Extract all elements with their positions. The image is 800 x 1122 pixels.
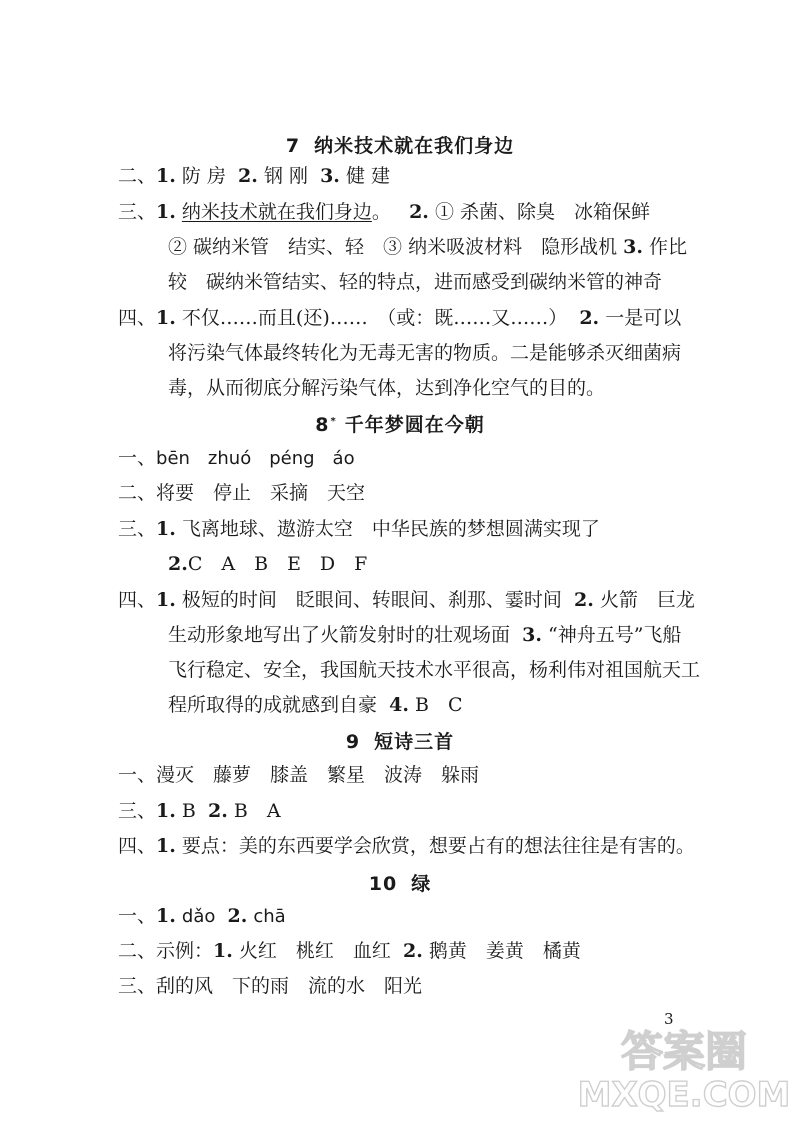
pinyin-answer: bēn zhuó péng áo	[156, 448, 355, 469]
item-number: 1.	[156, 165, 176, 187]
item-number: 2.	[238, 165, 258, 187]
item-number: 4.	[389, 694, 409, 716]
answer-text: 毒，从而彻底分解污染气体，达到净化空气的目的。	[168, 377, 606, 399]
section-number: 9	[345, 731, 361, 753]
section-number: 10	[368, 873, 398, 895]
answer-text: 生动形象地写出了火箭发射时的壮观场面	[168, 624, 511, 646]
underlined-answer: 纳米技术就在我们身边	[181, 201, 372, 223]
part-label: 二、	[118, 482, 157, 504]
answer-line	[168, 236, 738, 258]
item-number: 2.	[227, 905, 248, 927]
answer-text: B	[181, 800, 196, 822]
answer-line	[168, 342, 738, 364]
answer-line	[118, 940, 688, 962]
answer-line	[118, 975, 688, 997]
pinyin-answer: dǎo	[181, 906, 216, 927]
part-label: 四、	[118, 307, 157, 329]
item-number: 1.	[156, 905, 176, 927]
item-number: 1.	[156, 800, 176, 822]
answer-text: 刮的风 下的雨 流的水 阳光	[156, 975, 423, 997]
section-title-text: 千年梦圆在今朝	[344, 414, 485, 436]
item-number: 2.	[409, 201, 429, 223]
answer-text: ① 杀菌、除臭 冰箱保鲜	[434, 201, 650, 223]
part-label: 三、	[118, 975, 157, 997]
item-number: 1.	[156, 201, 176, 223]
part-label: 一、	[118, 447, 157, 469]
answer-line	[118, 307, 688, 329]
answer-line	[168, 271, 738, 293]
part-label: 三、	[118, 800, 157, 822]
answer-line	[118, 835, 695, 857]
answer-text: 程所取得的成就感到自豪	[168, 694, 378, 716]
answer-text: 火箭 巨龙	[599, 589, 695, 611]
part-label: 二、	[118, 165, 157, 187]
answer-text: “神舟五号”飞船	[548, 624, 682, 646]
answer-text: 鹅黄 姜黄 橘黄	[428, 940, 581, 962]
answer-line	[118, 905, 688, 928]
answer-text: B C	[415, 694, 463, 716]
item-number: 1.	[156, 835, 176, 857]
answer-line	[168, 377, 738, 399]
answer-text: 要点：美的东西要学会欣赏，想要占有的想法往往是有害的。	[181, 835, 695, 857]
answer-line	[168, 553, 738, 575]
part-label: 四、	[118, 835, 157, 857]
answer-text: 较 碳纳米管结实、轻的特点，进而感受到碳纳米管的神奇	[168, 271, 663, 293]
answer-text: B A	[233, 800, 281, 822]
answer-line	[168, 659, 738, 681]
section-10-title	[0, 869, 800, 896]
answer-line	[118, 800, 688, 822]
watermark-logo	[578, 1022, 790, 1112]
part-label: 四、	[118, 589, 157, 611]
section-number: 7	[285, 135, 301, 157]
pinyin-answer: chā	[253, 906, 286, 927]
answer-line	[118, 447, 688, 470]
example-prefix: 示例：	[156, 940, 214, 962]
answer-text: 作比	[649, 236, 688, 258]
answer-text: 一是可以	[605, 307, 682, 329]
answer-text: 防 房	[181, 165, 226, 187]
answer-text: C A B E D F	[187, 553, 368, 575]
item-number: 2.	[579, 307, 600, 329]
part-label: 二、	[118, 940, 157, 962]
item-number: 1.	[156, 589, 176, 611]
watermark-top-text: 答案圈	[620, 1027, 748, 1076]
answer-line	[118, 764, 688, 786]
answer-text: 飞离地球、遨游太空 中华民族的梦想圆满实现了	[181, 518, 600, 540]
answer-text: 将污染气体最终转化为无毒无害的物质。二是能够杀灭细菌病	[168, 342, 682, 364]
section-8-title	[0, 410, 800, 437]
answer-text: 不仅……而且(还)…… （或：既……又……）	[181, 307, 568, 329]
item-number: 1.	[156, 518, 176, 540]
item-number: 3.	[320, 165, 340, 187]
section-title-text: 纳米技术就在我们身边	[314, 135, 515, 157]
section-9-title	[0, 727, 800, 754]
item-number: 1.	[156, 307, 176, 329]
part-label: 一、	[118, 905, 157, 927]
section-title-text: 绿	[411, 873, 432, 895]
item-number: 2.	[574, 589, 594, 611]
part-label: 三、	[118, 518, 157, 540]
item-number: 2.	[403, 940, 423, 962]
answer-line	[118, 589, 695, 611]
section-title-text: 短诗三首	[374, 731, 455, 753]
answer-line	[118, 165, 688, 187]
answer-line	[118, 482, 688, 504]
item-number: 2.	[207, 800, 228, 822]
page-number: 3	[664, 1010, 674, 1028]
watermark-bottom-text: MXQE.COM	[578, 1075, 790, 1112]
answer-line	[168, 694, 738, 716]
item-number: 3.	[623, 236, 643, 258]
answer-line	[168, 624, 738, 646]
answer-text: 。	[371, 201, 391, 223]
section-7-title	[0, 131, 800, 158]
answer-line	[118, 518, 688, 540]
part-label: 一、	[118, 764, 157, 786]
part-label: 三、	[118, 201, 157, 223]
answer-line	[118, 201, 688, 223]
item-number: 3.	[522, 624, 542, 646]
optional-star: *	[330, 415, 337, 427]
answer-text: 飞行稳定、安全，我国航天技术水平很高，杨利伟对祖国航天工	[168, 659, 701, 681]
answer-text: 极短的时间 眨眼间、转眼间、刹那、霎时间	[181, 589, 562, 611]
answer-text: 将要 停止 采摘 天空	[156, 482, 366, 504]
answer-text: 钢 刚	[263, 165, 308, 187]
answer-text: 健 建	[345, 165, 391, 187]
answer-text: 漫灭 藤萝 膝盖 繁星 波涛 躲雨	[156, 764, 480, 786]
answer-text: 火红 桃红 血红	[238, 940, 391, 962]
section-number: 8	[315, 414, 330, 436]
answer-text: ② 碳纳米管 结实、轻 ③ 纳米吸波材料 隐形战机	[168, 236, 618, 258]
item-number: 2.	[168, 553, 188, 575]
item-number: 1.	[213, 940, 233, 962]
